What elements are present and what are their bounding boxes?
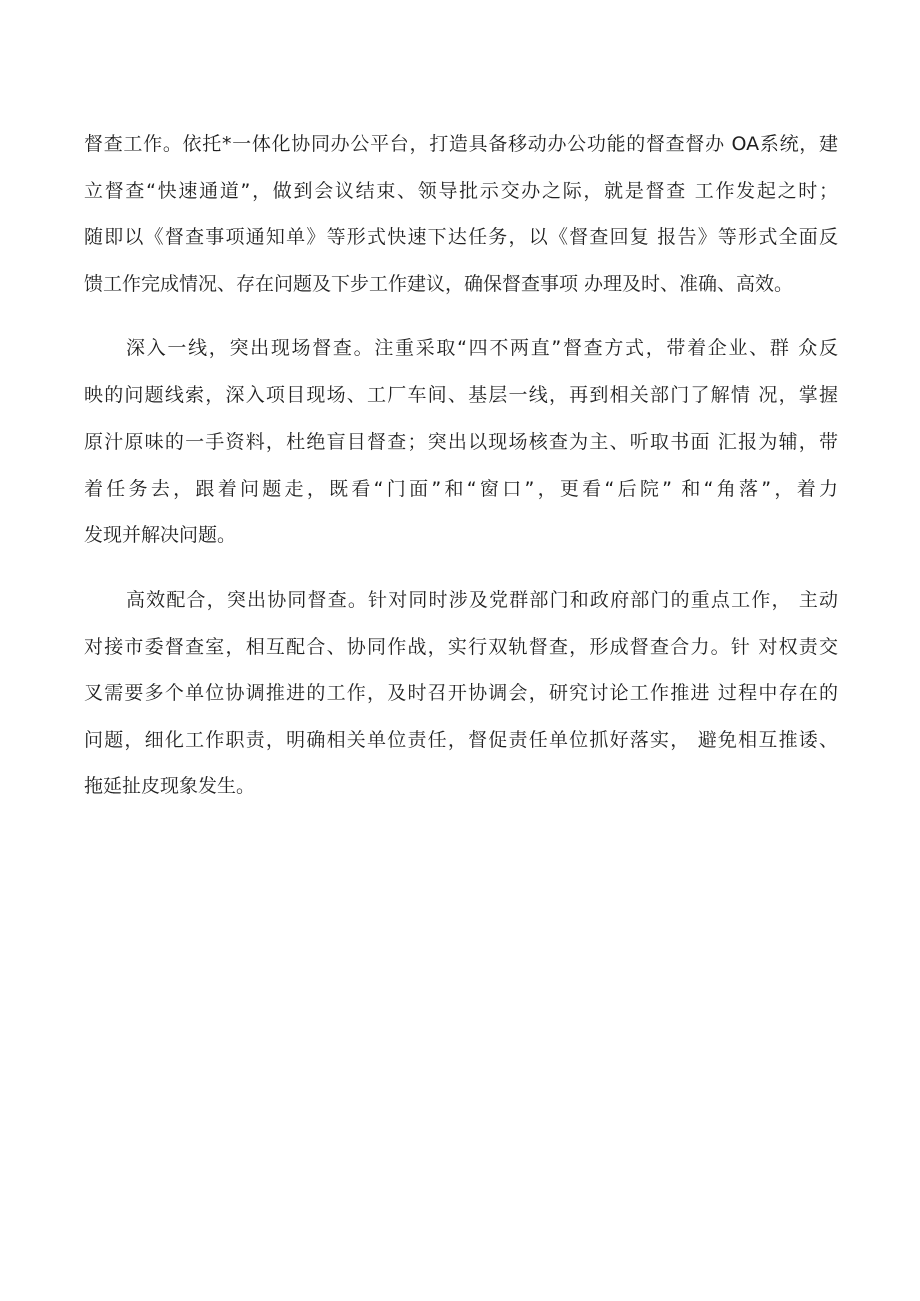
text-line: 原汁原味的一手资料，杜绝盲目督查；突出以现场核查为主、听取书面 汇报为辅，带 xyxy=(84,431,838,453)
text-line: 督查工作。依托*一体化协同办公平台，打造具备移动办公功能的督查督办 OA系统，建 xyxy=(84,133,838,155)
text-line: 问题，细化工作职责，明确相关单位责任，督促责任单位抓好落实， 避免相互推诿、 xyxy=(84,729,838,751)
text-line: 随即以《督查事项通知单》等形式快速下达任务，以《督查回复 报告》等形式全面反 xyxy=(84,226,838,248)
text-line: 馈工作完成情况、存在问题及下步工作建议，确保督查事项 办理及时、准确、高效。 xyxy=(84,273,794,295)
text-line: 对接市委督查室，相互配合、协同作战，实行双轨督查，形成督查合力。针 对权责交 xyxy=(84,636,838,658)
text-line: 映的问题线索，深入项目现场、工厂车间、基层一线，再到相关部门了解情 况，掌握 xyxy=(84,384,838,406)
text-line: 拖延扯皮现象发生。 xyxy=(84,775,256,797)
text-line: 高效配合，突出协同督查。针对同时涉及党群部门和政府部门的重点工作， 主动 xyxy=(126,589,838,611)
text-line: 叉需要多个单位协调推进的工作，及时召开协调会，研究讨论工作推进 过程中存在的 xyxy=(84,682,838,704)
text-line: 深入一线，突出现场督查。注重采取“四不两直”督查方式，带着企业、群 众反 xyxy=(126,337,838,359)
text-line: 着任务去，跟着问题走，既看“门面”和“窗口”，更看“后院” 和“角落”，着力 xyxy=(84,478,838,500)
text-line: 发现并解决问题。 xyxy=(84,524,237,546)
text-line: 立督查“快速通道”，做到会议结束、领导批示交办之际，就是督查 工作发起之时； xyxy=(84,180,838,202)
